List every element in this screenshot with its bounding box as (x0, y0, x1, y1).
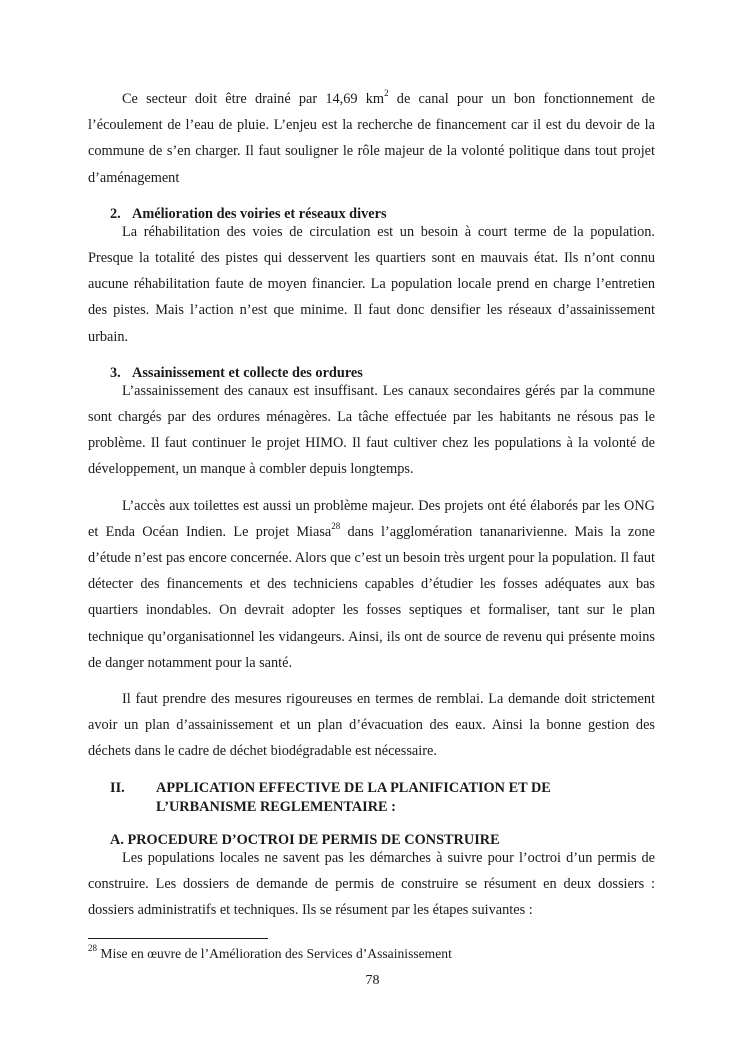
page-number: 78 (365, 973, 380, 988)
paragraph-toilettes (88, 493, 655, 676)
heading-line: L’URBANISME REGLEMENTAIRE : (156, 798, 396, 815)
superscript-exponent: 2 (384, 88, 389, 99)
heading-line: APPLICATION EFFECTIVE DE LA PLANIFICATION ET DE (156, 779, 551, 796)
heading-number: II. (110, 779, 125, 796)
footnote-text: Mise en œuvre de l’Amélioration des Services d’Assainissement (97, 946, 452, 961)
paragraph-drainage (88, 86, 655, 191)
paragraph-assainissement: L’assainissement des canaux est insuffisant. Les canaux secondaires gérés par la commune sont chargés par des ordures ménagères. La tâche effectuée par les habitants ne résous pas le problème. Il faut continuer le projet HIMO. Il faut cultiver chez les populations à la volonté de développement, un manque à combler depuis longtemps. (88, 382, 655, 478)
heading-text: Amélioration des voiries et réseaux divers (132, 205, 387, 222)
footnote-reference: 28 (331, 521, 341, 532)
heading-number: 3. (110, 364, 121, 381)
footnote (88, 944, 452, 964)
paragraph-text: de canal pour un bon fonctionnement de l’écoulement de l’eau de pluie. L’enjeu est la recherche de financement car il est du devoir de la commune de s’en charger. Il faut souligner le rôle majeur de la volonté politique dans tout projet d’aménagement (88, 91, 655, 186)
page-content (88, 86, 655, 923)
heading-number: 2. (110, 205, 121, 222)
footnote-divider (88, 938, 268, 939)
paragraph-text: Ce secteur doit être drainé par 14,69 km (122, 91, 385, 107)
heading-A: A. PROCEDURE D’OCTROI DE PERMIS DE CONSTRUIRE (110, 831, 500, 848)
heading-text (156, 779, 655, 817)
paragraph-text: dans l’agglomération tananarivienne. Mais la zone d’étude n’est pas encore concernée. Alors que c’est un besoin très urgent pour la population. Il faut détecter des financements et des techniciens capables d’étudier les fosses adéquates aux bas quartiers inondables. On devrait adopter les fosses septiques et formaliser, tant sur le plan technique qu’organisationnel les vidangeurs. Ainsi, ils ont de source de revenu qui présente moins de danger notamment pour la santé. (88, 523, 655, 671)
paragraph-text: L’accès aux toilettes est aussi un problème majeur. Des projets ont été élaborés par les ONG et Enda Océan Indien. Le projet Miasa (88, 497, 655, 540)
paragraph-voiries: La réhabilitation des voies de circulation est un besoin à court terme de la population. Presque la totalité des pistes qui desservent les quartiers sont en mauvais état. Ils n’ont connu aucune réhabilitation faute de moyen financier. La population locale prend en charge l’entretien des pistes. Mais l’action n’est que minime. Il faut donc densifier les réseaux d’assainissement urbain. (88, 223, 655, 345)
heading-text: Assainissement et collecte des ordures (132, 364, 363, 381)
paragraph-remblai: Il faut prendre des mesures rigoureuses en termes de remblai. La demande doit strictement avoir un plan d’assainissement et un plan d’évacuation des eaux. Ainsi la bonne gestion des déchets dans le cadre de déchet biodégradable est nécessaire. (88, 691, 655, 760)
footnote-mark: 28 (88, 943, 97, 954)
paragraph-permis: Les populations locales ne savent pas les démarches à suivre pour l’octroi d’un permis de construire. Les dossiers de demande de permis de construire se résument en deux dossiers : dossiers administratifs et techniques. Ils se résument par les étapes suivantes : (88, 849, 655, 919)
heading-section-II (88, 779, 655, 817)
